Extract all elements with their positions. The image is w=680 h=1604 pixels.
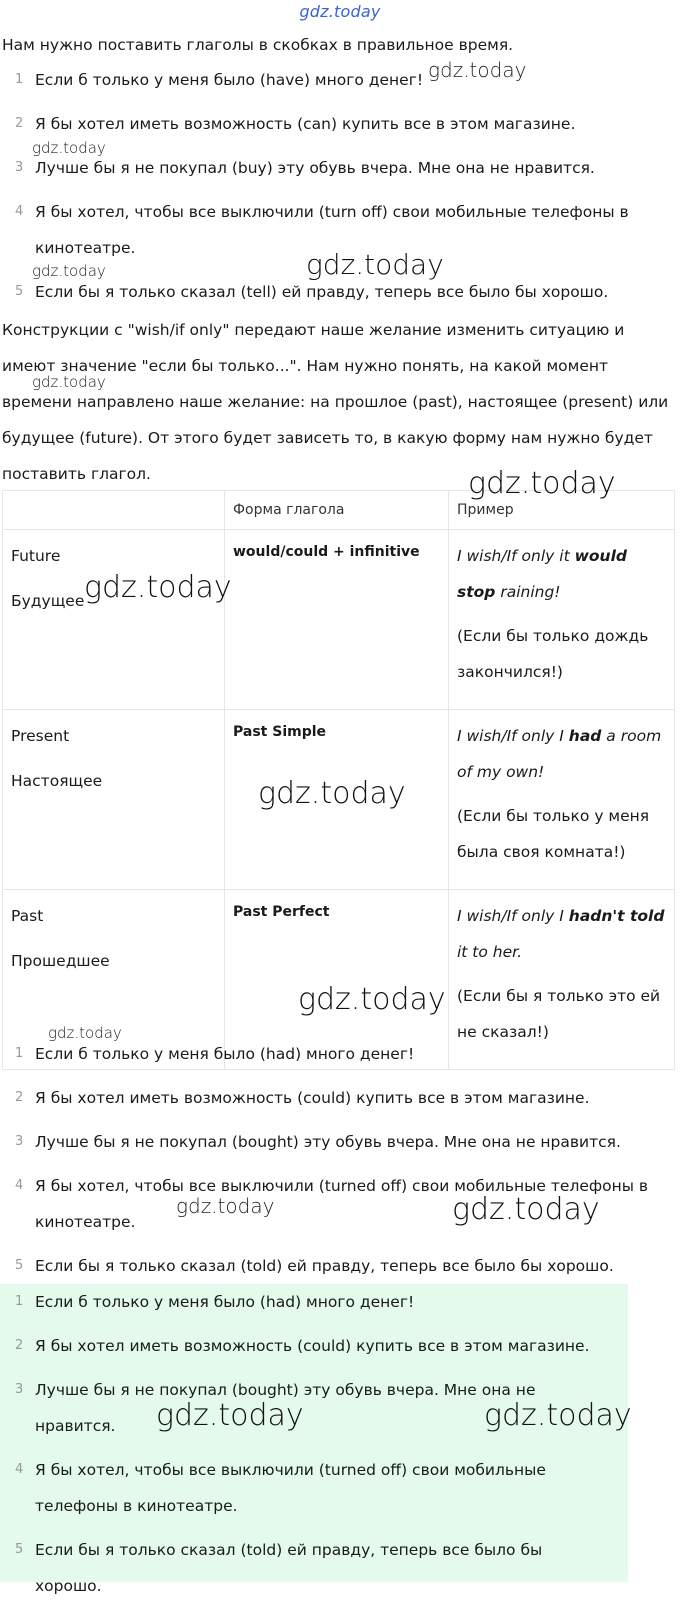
list-item: 5 Если бы я только сказал (told) ей правду, теперь все было бы хорошо.: [15, 1541, 543, 1595]
table-header: Форма глагола: [225, 491, 449, 530]
list-item: 3 Лучше бы я не покупал (buy) эту обувь вчера. Мне она не нравится.: [15, 159, 595, 177]
watermark: gdz.today: [452, 1192, 600, 1227]
time-cell: Future Будущее: [3, 530, 225, 710]
list-item: 1 Если б только у меня было (had) много денег!: [15, 1045, 415, 1063]
list-item: 2 Я бы хотел иметь возможность (could) купить все в этом магазине.: [15, 1089, 590, 1107]
list-item: 4 Я бы хотел, чтобы все выключили (turned off) свои мобильные телефоны в кинотеатре.: [15, 1461, 546, 1515]
list-item: 3 Лучше бы я не покупал (bought) эту обувь вчера. Мне она не нравится.: [15, 1381, 536, 1435]
form-cell: would/could + infinitive: [225, 530, 449, 710]
example-cell: I wish/If only I had a room of my own! (Если бы только у меня была своя комната!): [449, 710, 675, 890]
final-answer-list: [0, 1284, 600, 1604]
watermark: gdz.today: [306, 248, 444, 281]
list-item: 4 Я бы хотел, чтобы все выключили (turn off) свои мобильные телефоны в кинотеатре.: [15, 203, 629, 257]
watermark: gdz.today: [176, 1194, 275, 1218]
watermark: gdz.today: [484, 1398, 632, 1433]
watermark: gdz.today: [32, 373, 106, 391]
watermark: gdz.today: [84, 570, 232, 605]
time-cell: Present Настоящее: [3, 710, 225, 890]
grammar-table: [2, 490, 675, 1070]
list-item: 3 Лучше бы я не покупал (bought) эту обувь вчера. Мне она не нравится.: [15, 1133, 621, 1151]
list-item: 1 Если б только у меня было (have) много денег!: [15, 71, 424, 89]
table-row: [3, 710, 675, 890]
watermark: gdz.today: [298, 982, 446, 1017]
list-item: 1 Если б только у меня было (had) много денег!: [15, 1293, 415, 1311]
watermark: gdz.today: [32, 262, 106, 280]
list-item: 2 Я бы хотел иметь возможность (can) купить все в этом магазине.: [15, 115, 576, 133]
list-item: 5 Если бы я только сказал (tell) ей правду, теперь все было бы хорошо.: [15, 283, 609, 301]
example-cell: I wish/If only I hadn't told it to her. (Если бы я только это ей не сказал!): [449, 890, 675, 1070]
watermark: gdz.today: [156, 1398, 304, 1433]
table-row: [3, 530, 675, 710]
site-watermark: gdz.today: [299, 2, 381, 21]
explanation-paragraph: Конструкции с "wish/if only" передают наше желание изменить ситуацию и имеют значение "если бы только...". Нам нужно понять, на какой момент времени направлено наше желание: на прошлое (past), настоящее (present) или будущее (future). От этого будет зависеть то, в какую форму нам нужно будет поставить глагол.: [2, 321, 669, 483]
watermark: gdz.today: [32, 139, 106, 157]
watermark: gdz.today: [468, 466, 616, 501]
table-header: [3, 491, 225, 530]
form-cell: Past Simple: [225, 710, 449, 890]
answer-list: [0, 1036, 670, 1284]
task-list: [0, 62, 670, 310]
watermark: gdz.today: [428, 58, 527, 82]
list-item: 5 Если бы я только сказал (told) ей правду, теперь все было бы хорошо.: [15, 1257, 614, 1275]
list-item: 4 Я бы хотел, чтобы все выключили (turned off) свои мобильные телефоны в кинотеатре.: [15, 1177, 649, 1231]
task-intro: Нам нужно поставить глаголы в скобках в правильное время.: [2, 36, 514, 54]
table-header-row: [3, 491, 675, 530]
list-item: 2 Я бы хотел иметь возможность (could) купить все в этом магазине.: [15, 1337, 590, 1355]
watermark: gdz.today: [258, 776, 406, 811]
example-cell: I wish/If only it would stop raining! (Если бы только дождь закончился!): [449, 530, 675, 710]
time-cell: Past Прошедшее: [3, 890, 225, 1070]
watermark: gdz.today: [48, 1024, 122, 1042]
form-cell: Past Perfect: [225, 890, 449, 1070]
table-header: Пример: [449, 491, 675, 530]
